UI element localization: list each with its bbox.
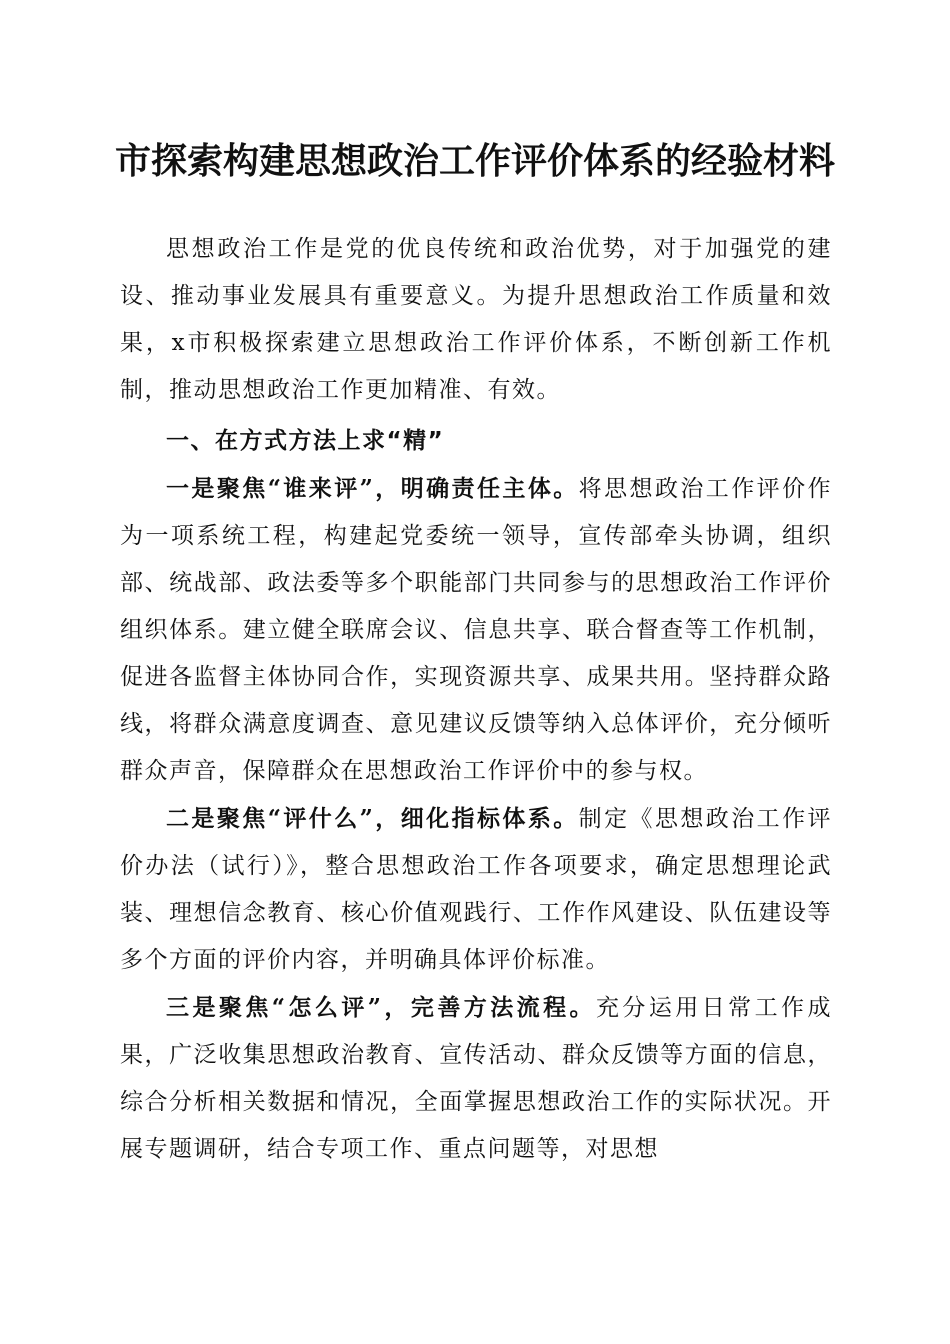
item-3-body: 充分运用日常工作成果，广泛收集思想政治教育、宣传活动、群众反馈等方面的信息，综合分析相关数据和情况，全面掌握思想政治工作的实际状况。开展专题调研，结合专项工作、重点问题等，对思想 — [120, 995, 832, 1162]
item-2-lead: 二是聚焦“评什么”，细化指标体系。 — [166, 805, 579, 832]
item-3-lead: 三是聚焦“怎么评”，完善方法流程。 — [166, 994, 596, 1021]
intro-paragraph: 思想政治工作是党的优良传统和政治优势，对于加强党的建设、推动事业发展具有重要意义。为提升思想政治工作质量和效果，x市积极探索建立思想政治工作评价体系，不断创新工作机制，推动思想政治工作更加精准、有效。 — [120, 236, 832, 403]
document-body — [120, 226, 832, 1173]
item-1-lead: 一是聚焦“谁来评”，明确责任主体。 — [166, 475, 579, 502]
item-2-body: 制定《思想政治工作评价办法（试行）》，整合思想政治工作各项要求，确定思想理论武装、理想信念教育、核心价值观践行、工作作风建设、队伍建设等多个方面的评价内容，并明确具体评价标准。 — [120, 806, 832, 973]
item-1-body: 将思想政治工作评价作为一项系统工程，构建起党委统一领导，宣传部牵头协调，组织部、统战部、政法委等多个职能部门共同参与的思想政治工作评价组织体系。建立健全联席会议、信息共享、联合督查等工作机制，促进各监督主体协同合作，实现资源共享、成果共用。坚持群众路线，将群众满意度调查、意见建议反馈等纳入总体评价，充分倾听群众声音，保障群众在思想政治工作评价中的参与权。 — [120, 476, 832, 784]
document-title: 市探索构建思想政治工作评价体系的经验材料 — [114, 140, 835, 182]
section-heading: 一、在方式方法上求“精” — [166, 428, 445, 454]
paragraph-item-2 — [120, 795, 832, 984]
paragraph-item-3 — [120, 984, 832, 1173]
paragraph-item-1 — [120, 465, 832, 795]
